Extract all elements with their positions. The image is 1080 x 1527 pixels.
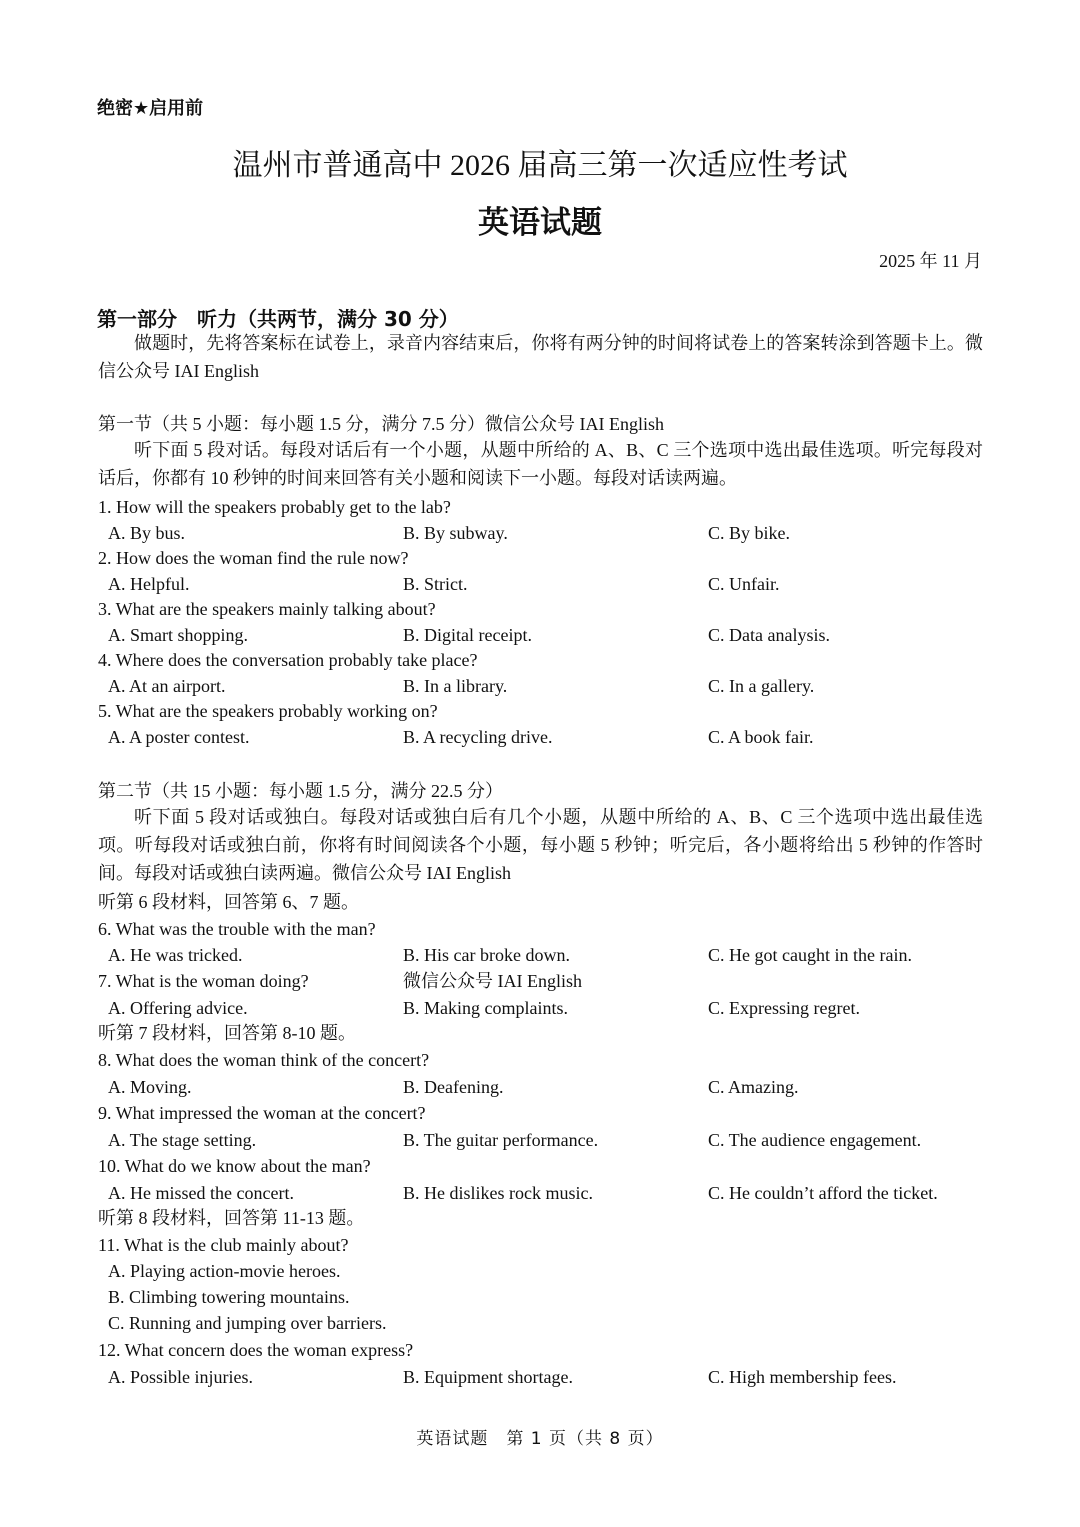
section2-heading: 第二节（共 15 小题：每小题 1.5 分，满分 22.5 分） [98,781,503,801]
question-2-stem: 2. How does the woman find the rule now? [98,548,409,568]
question-3-option-c: C. Data analysis. [708,625,830,645]
question-1-option-b: B. By subway. [403,523,508,543]
question-9-option-c: C. The audience engagement. [708,1130,922,1150]
question-12-option-b: B. Equipment shortage. [403,1367,573,1387]
question-1-option-c: C. By bike. [708,523,791,543]
question-8-option-a: A. Moving. [108,1077,192,1097]
question-10-option-a: A. He missed the concert. [108,1183,294,1203]
question-10-option-c: C. He couldn’t afford the ticket. [708,1183,938,1203]
page-footer: 英语试题 第 1 页（共 8 页） [416,1429,664,1449]
question-1-stem: 1. How will the speakers probably get to the lab? [98,497,451,517]
question-2-option-a: A. Helpful. [108,574,190,594]
material-6-label: 听第 6 段材料，回答第 6、7 题。 [98,892,359,912]
question-8-stem: 8. What does the woman think of the concert? [98,1050,430,1070]
question-6-option-c: C. He got caught in the rain. [708,945,912,965]
question-7-option-a: A. Offering advice. [108,998,248,1018]
question-9-option-a: A. The stage setting. [108,1130,257,1150]
question-8-option-b: B. Deafening. [403,1077,504,1097]
question-10-option-b: B. He dislikes rock music. [403,1183,593,1203]
section1-instructions: 听下面 5 段对话。每段对话后有一个小题，从题中所给的 A、B、C 三个选项中选出最佳选项。听完每段对话后，你都有 10 秒钟的时间来回答有关小题和阅读下一小题。每段对话读两遍。 [98,440,983,488]
question-8-option-c: C. Amazing. [708,1077,799,1097]
question-4-option-b: B. In a library. [403,676,508,696]
question-3-option-a: A. Smart shopping. [108,625,249,645]
question-7-side-note: 微信公众号 IAI English [403,971,582,991]
question-3-stem: 3. What are the speakers mainly talking about? [98,599,436,619]
confidential-label: 绝密★启用前 [97,98,204,119]
question-6-option-b: B. His car broke down. [403,945,570,965]
question-9-stem: 9. What impressed the woman at the concert? [98,1103,426,1123]
question-5-option-c: C. A book fair. [708,727,814,747]
question-3-option-b: B. Digital receipt. [403,625,532,645]
question-10-stem: 10. What do we know about the man? [98,1156,371,1176]
question-4-option-c: C. In a gallery. [708,676,815,696]
question-1-option-a: A. By bus. [108,523,186,543]
question-5-stem: 5. What are the speakers probably working on? [98,701,438,721]
question-2-option-b: B. Strict. [403,574,468,594]
question-7-option-c: C. Expressing regret. [708,998,860,1018]
question-6-option-a: A. He was tricked. [108,945,243,965]
question-12-option-c: C. High membership fees. [708,1367,897,1387]
section1-heading: 第一节（共 5 小题：每小题 1.5 分，满分 7.5 分）微信公众号 IAI English [98,414,664,434]
question-11-option-b: B. Climbing towering mountains. [108,1287,350,1307]
exam-date: 2025 年 11 月 [879,251,982,271]
part1-instructions: 做题时，先将答案标在试卷上，录音内容结束后，你将有两分钟的时间将试卷上的答案转涂到答题卡上。微信公众号 IAI English [98,333,983,381]
question-12-stem: 12. What concern does the woman express? [98,1340,414,1360]
material-8-label: 听第 8 段材料，回答第 11-13 题。 [98,1208,365,1228]
question-2-option-c: C. Unfair. [708,574,780,594]
question-6-stem: 6. What was the trouble with the man? [98,919,376,939]
question-7-stem: 7. What is the woman doing? [98,971,309,991]
question-4-option-a: A. At an airport. [108,676,226,696]
question-4-stem: 4. Where does the conversation probably take place? [98,650,478,670]
part1-heading: 第一部分 听力（共两节，满分 30 分） [97,307,459,331]
question-11-option-a: A. Playing action-movie heroes. [108,1261,341,1281]
question-5-option-a: A. A poster contest. [108,727,250,747]
question-12-option-a: A. Possible injuries. [108,1367,254,1387]
question-11-stem: 11. What is the club mainly about? [98,1235,349,1255]
exam-title: 温州市普通高中 2026 届高三第一次适应性考试 [232,149,848,182]
question-11-option-c: C. Running and jumping over barriers. [108,1313,387,1333]
question-7-option-b: B. Making complaints. [403,998,568,1018]
material-7-label: 听第 7 段材料，回答第 8-10 题。 [98,1023,356,1043]
section2-instructions: 听下面 5 段对话或独白。每段对话或独白后有几个小题，从题中所给的 A、B、C 三个选项中选出最佳选项。听每段对话或独白前，你将有时间阅读各个小题，每小题 5 秒钟；听完后，各小题将给出 5 秒钟的作答时间。每段对话或独白读两遍。微信公众号 IAI English [98,807,983,883]
question-9-option-b: B. The guitar performance. [403,1130,599,1150]
question-5-option-b: B. A recycling drive. [403,727,553,747]
exam-subtitle: 英语试题 [478,205,602,241]
